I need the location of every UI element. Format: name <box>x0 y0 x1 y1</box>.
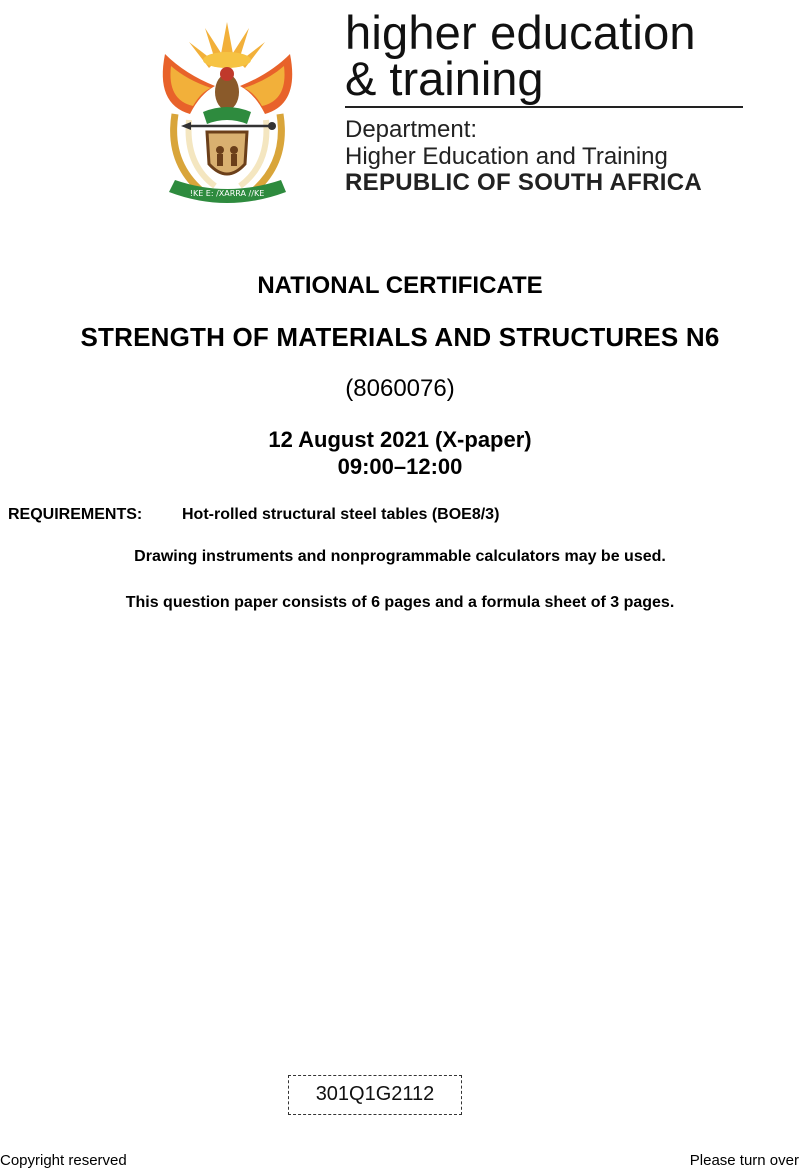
instructions-note: Drawing instruments and nonprogrammable calculators may be used. <box>134 548 666 565</box>
brand-line-1: higher education <box>345 6 696 59</box>
brand-divider <box>345 106 743 108</box>
pages-note: This question paper consists of 6 pages and a formula sheet of 3 pages. <box>125 594 675 611</box>
footer-turn-over: Please turn over <box>689 1152 799 1169</box>
sun-rays-icon <box>189 22 265 68</box>
requirements-value: Hot-rolled structural steel tables (BOE8/3) <box>182 506 500 523</box>
requirements <box>8 506 499 524</box>
exam-date: 12 August 2021 (X-paper) <box>268 427 532 452</box>
department-label: Department: <box>345 116 478 143</box>
exam-time: 09:00–12:00 <box>337 454 463 479</box>
paper-code-box: 301Q1G2112 <box>288 1075 462 1115</box>
subject-code: (8060076) <box>345 375 455 402</box>
subject-title: STRENGTH OF MATERIALS AND STRUCTURES N6 <box>80 322 720 352</box>
requirements-label: REQUIREMENTS: <box>8 506 143 523</box>
certificate-title: NATIONAL CERTIFICATE <box>257 272 543 299</box>
country-name: REPUBLIC OF SOUTH AFRICA <box>345 169 702 196</box>
motto-text: !KE E: /XARRA //KE <box>189 189 265 198</box>
department-name: Higher Education and Training <box>345 143 668 170</box>
coat-of-arms-logo <box>145 14 310 209</box>
brand-line-2: & training <box>345 52 544 105</box>
footer-copyright: Copyright reserved <box>0 1152 127 1169</box>
